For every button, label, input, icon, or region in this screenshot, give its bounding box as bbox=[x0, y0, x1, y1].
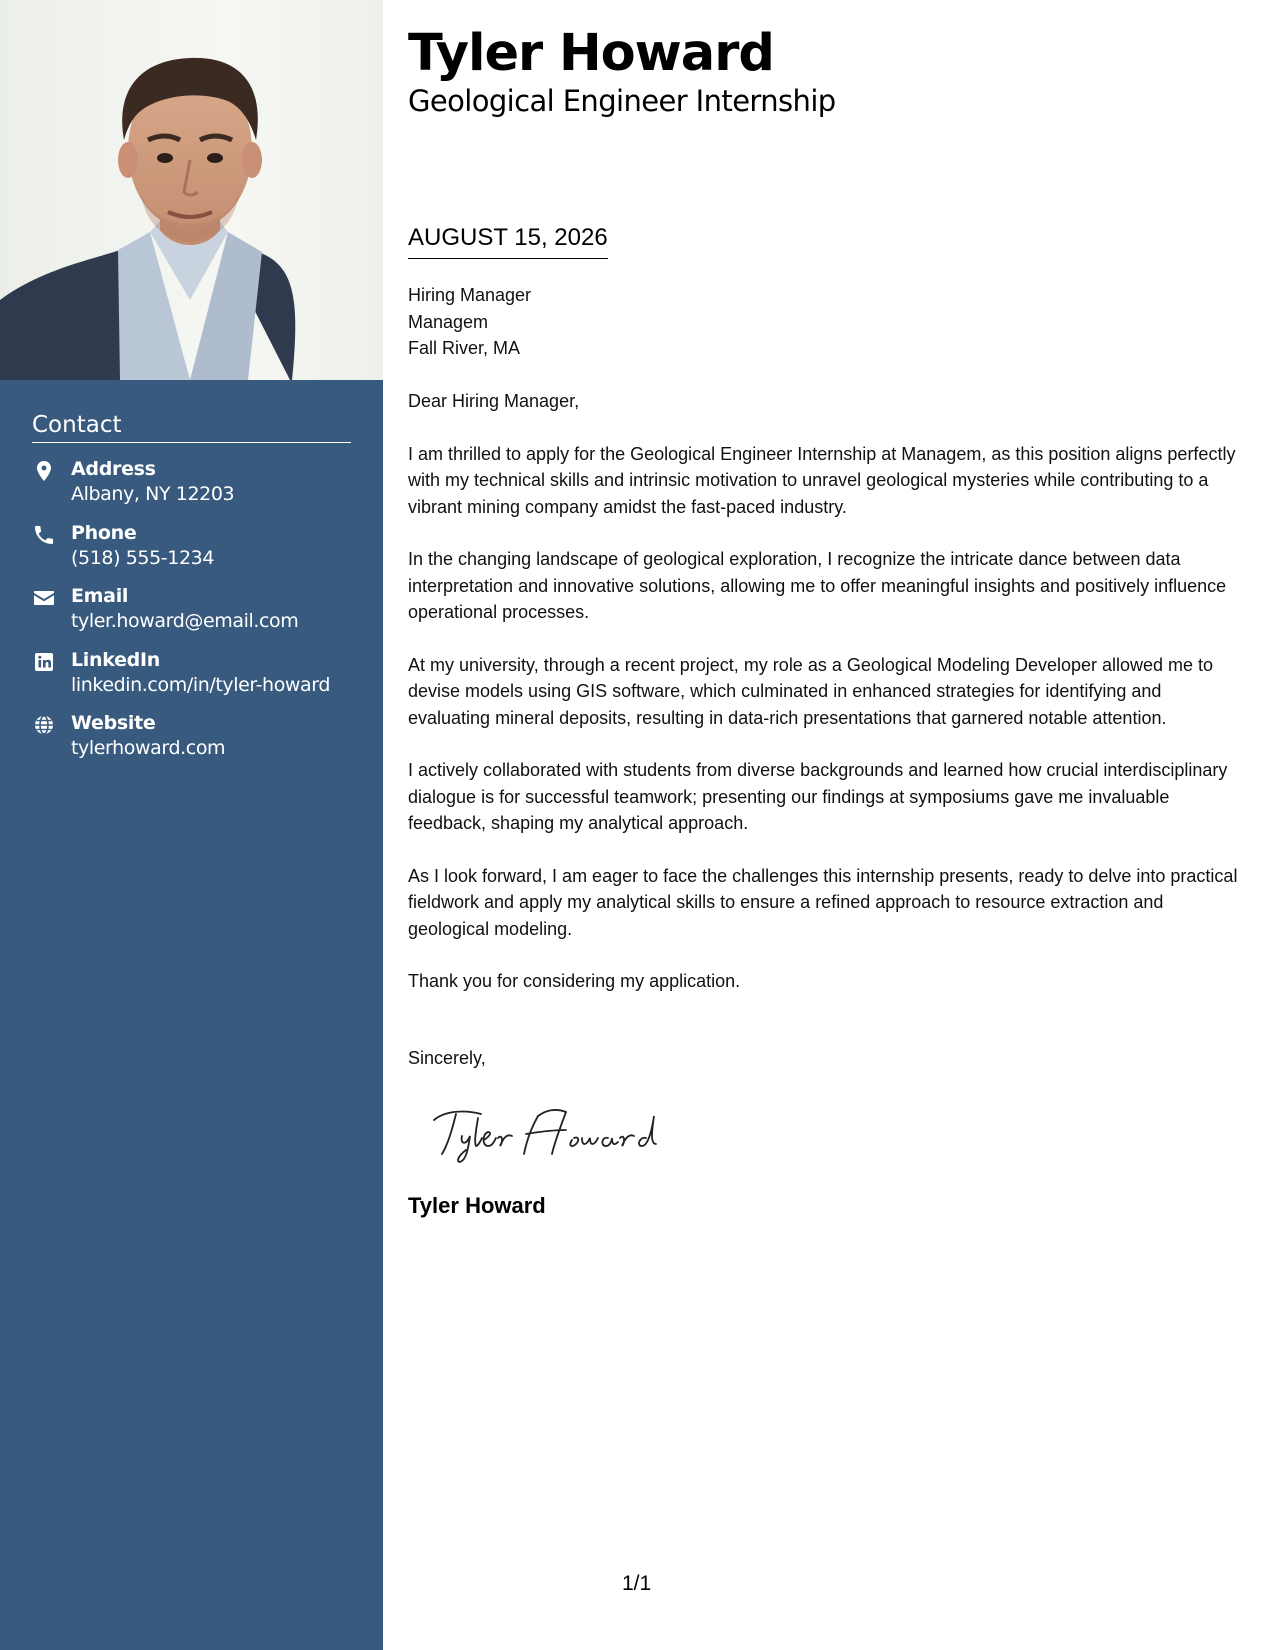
contact-list bbox=[32, 458, 362, 776]
phone-icon bbox=[32, 523, 56, 547]
contact-label: Website bbox=[71, 712, 156, 734]
applicant-name: Tyler Howard bbox=[408, 24, 774, 83]
recipient-block bbox=[408, 282, 531, 362]
closing: Sincerely, bbox=[408, 1048, 486, 1068]
sidebar bbox=[0, 0, 383, 1650]
letter-body bbox=[408, 388, 1248, 1021]
globe-icon bbox=[32, 713, 56, 737]
letter-date: AUGUST 15, 2026 bbox=[408, 224, 608, 259]
map-pin-icon bbox=[32, 459, 56, 483]
linkedin-icon bbox=[32, 650, 56, 674]
recipient-line: Hiring Manager bbox=[408, 285, 532, 305]
body-paragraph: I am thrilled to apply for the Geological Engineer Internship at Managem, as this position aligns perfectly with my technical skills and intrinsic motivation to unravel geological mysteries while contributing to a vibrant mining company amidst the fast-paced industry. bbox=[408, 443, 1236, 517]
contact-item-website bbox=[32, 712, 362, 776]
linkedin-value[interactable]: linkedin.com/in/tyler-howard bbox=[71, 673, 331, 696]
portrait-illustration bbox=[0, 0, 383, 380]
contact-item-email bbox=[32, 585, 362, 649]
job-title: Geological Engineer Internship bbox=[408, 84, 836, 118]
contact-item-address bbox=[32, 458, 362, 522]
page-number: 1/1 bbox=[622, 1572, 652, 1595]
recipient-line: Fall River, MA bbox=[408, 338, 521, 358]
contact-label: Phone bbox=[71, 521, 137, 544]
salutation: Dear Hiring Manager, bbox=[408, 391, 580, 411]
body-paragraph: Thank you for considering my application. bbox=[408, 971, 741, 991]
signer-name: Tyler Howard bbox=[408, 1193, 546, 1218]
contact-label: LinkedIn bbox=[71, 648, 160, 671]
phone-value: (518) 555-1234 bbox=[71, 546, 215, 569]
envelope-icon bbox=[32, 586, 56, 610]
body-paragraph: At my university, through a recent project, my role as a Geological Modeling Developer allowed me to devise models using GIS software, which culminated in enhanced strategies for identifying and evaluating mineral deposits, resulting in data-rich presentations that garnered notable attention. bbox=[408, 654, 1214, 728]
body-paragraph: I actively collaborated with students from diverse backgrounds and learned how crucial interdisciplinary dialogue is for successful teamwork; presenting our findings at symposiums gave me invaluable feedback, shaping my analytical approach. bbox=[408, 760, 1228, 833]
contact-heading: Contact bbox=[32, 412, 351, 443]
contact-label: Address bbox=[71, 458, 156, 480]
email-value[interactable]: tyler.howard@email.com bbox=[71, 610, 299, 632]
body-paragraph: As I look forward, I am eager to face the challenges this internship presents, ready to delve into practical fieldwork and apply my analytical skills to ensure a refined approach to resource extraction and geological modeling. bbox=[408, 865, 1238, 939]
contact-label: Email bbox=[71, 585, 129, 607]
recipient-line: Managem bbox=[408, 311, 489, 332]
portrait-photo bbox=[0, 0, 383, 380]
contact-item-linkedin bbox=[32, 649, 362, 713]
address-value: Albany, NY 12203 bbox=[71, 483, 235, 505]
website-value[interactable]: tylerhoward.com bbox=[71, 737, 226, 759]
signature-image bbox=[426, 1100, 666, 1164]
body-paragraph: In the changing landscape of geological exploration, I recognize the intricate dance between data interpretation and innovative solutions, allowing me to offer meaningful insights and positively influence operational processes. bbox=[408, 549, 1227, 622]
contact-item-phone bbox=[32, 522, 362, 586]
